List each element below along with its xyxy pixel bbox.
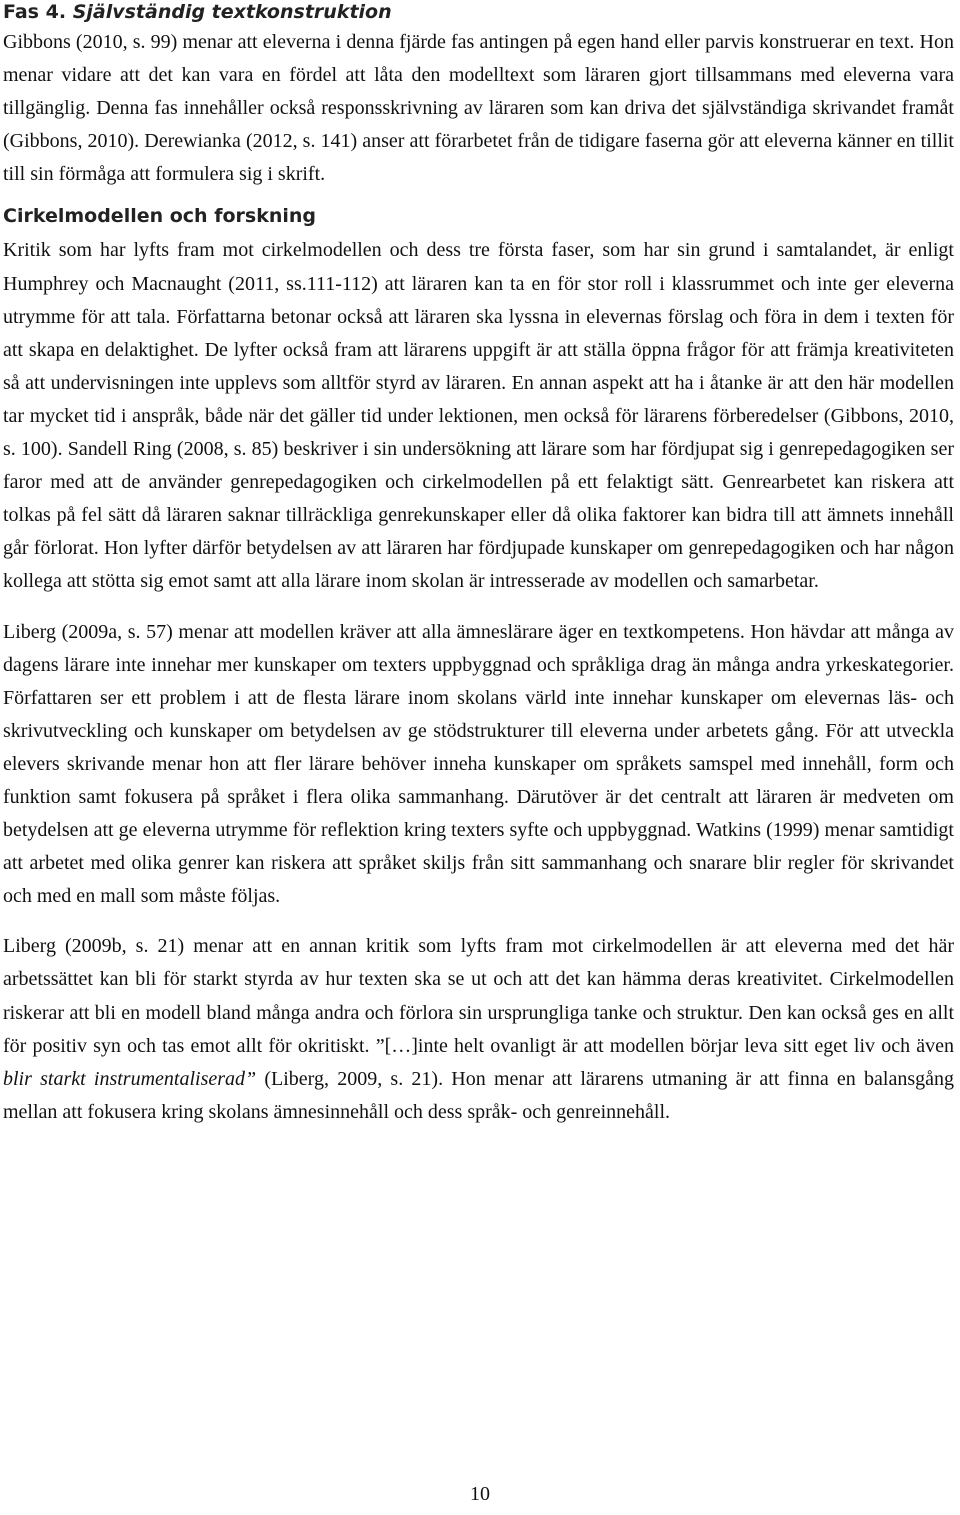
paragraph-text-after-quote: (Liberg, 2009, s. 21). Hon menar att lärarens utmaning är att finna en balansgång mellan att fokusera kring skolans ämnesinnehåll och dess språk- och genreinnehåll.: [3, 1067, 954, 1123]
paragraph-text-before-quote: Liberg (2009b, s. 21) menar att en annan kritik som lyfts fram mot cirkelmodellen är att eleverna med det här arbetssättet kan bli för starkt styrda av hur texten ska se ut och att det kan hämma deras kreativitet. Cirkelmodellen riskerar att bli en modell bland många andra och förlora sin ursprungliga tanke och struktur. Den kan också ges en allt för positiv syn och tas emot allt för okritiskt. ”[…]inte helt ovanligt är att modellen börjar leva sitt eget liv och även: [3, 935, 954, 1057]
paragraph-liberg-2009b: [3, 930, 954, 1129]
phase-heading-title: Självständig textkonstruktion: [72, 1, 392, 23]
paragraph-phase-4: Gibbons (2010, s. 99) menar att eleverna i denna fjärde fas antingen på egen hand eller parvis konstruerar en text. Hon menar vidare att det kan vara en fördel att låta den modelltext som läraren gjort tillsammans med eleverna vara tillgänglig. Denna fas innehåller också responsskrivning av läraren som kan driva det självständiga skrivandet framåt (Gibbons, 2010). Derewianka (2012, s. 141) anser att förarbetet från de tidigare faserna gör att eleverna känner en tillit till sin förmåga att formulera sig i skrift.: [3, 31, 954, 186]
paragraph-liberg-2009a: Liberg (2009a, s. 57) menar att modellen kräver att alla ämneslärare äger en textkompetens. Hon hävdar att många av dagens lärare inte innehar mer kunskaper om texters uppbyggnad och språkliga drag än många andra yrkeskategorier. Författaren ser ett problem i att de flesta lärare inom skolans värld inte innehar kunskaper om elevernas läs- och skrivutveckling och kunskaper om betydelsen av ge stödstrukturer till eleverna under arbetets gång. För att utveckla elevers skrivande menar hon att fler lärare behöver inneha kunskaper om språkets samspel med innehåll, form och funktion samt fokusera på språket i flera olika sammanhang. Därutöver är det centralt att läraren är medveten om betydelsen att ge eleverna utrymme för reflektion kring texters syfte och uppbyggnad. Watkins (1999) menar samtidigt att arbetet med olika genrer kan riskera att språket skiljs från sitt sammanhang och snarare blir regler för skrivandet och med en mall som måste följas.: [3, 620, 954, 908]
italic-quote: blir starkt instrumentaliserad”: [3, 1067, 257, 1090]
phase-heading: [3, 0, 954, 26]
paragraph-critique: Kritik som har lyfts fram mot cirkelmodellen och dess tre första faser, som har sin grund i samtalandet, är enligt Humphrey och Macnaught (2011, ss.111-112) att läraren kan ta en för stor roll i klassrummet och inte ger eleverna utrymme för att tala. Författarna betonar också att läraren ska lyssna in elevernas förslag och föra in dem i texten för att skapa en delaktighet. De lyfter också fram att lärarens uppgift är att ställa öppna frågor för att främja kreativiteten så att undervisningen inte upplevs som alltför styrd av läraren. En annan aspekt att ha i åtanke är att den här modellen tar mycket tid i anspråk, både när det gäller tid under lektionen, men också för lärarens förberedelser (Gibbons, 2010, s. 100). Sandell Ring (2008, s. 85) beskriver i sin undersökning att lärare som har fördjupat sig i genrepedagogiken ser faror med att de använder genrepedagogiken och cirkelmodellen på ett felaktigt sätt. Genrearbetet kan riskera att tolkas på fel sätt då läraren saknar tillräckliga genrekunskaper eller då olika faktorer kan bidra till att ämnets innehåll går förlorat. Hon lyfter därför betydelsen av att läraren har fördjupade kunskaper om genrepedagogiken och har någon kollega att stötta sig emot samt att alla lärare inom skolan är intresserade av modellen och samarbetar.: [3, 239, 954, 593]
section-heading: Cirkelmodellen och forskning: [3, 205, 316, 228]
phase-heading-number: Fas 4.: [3, 1, 67, 23]
page-number: 10: [470, 1483, 490, 1505]
